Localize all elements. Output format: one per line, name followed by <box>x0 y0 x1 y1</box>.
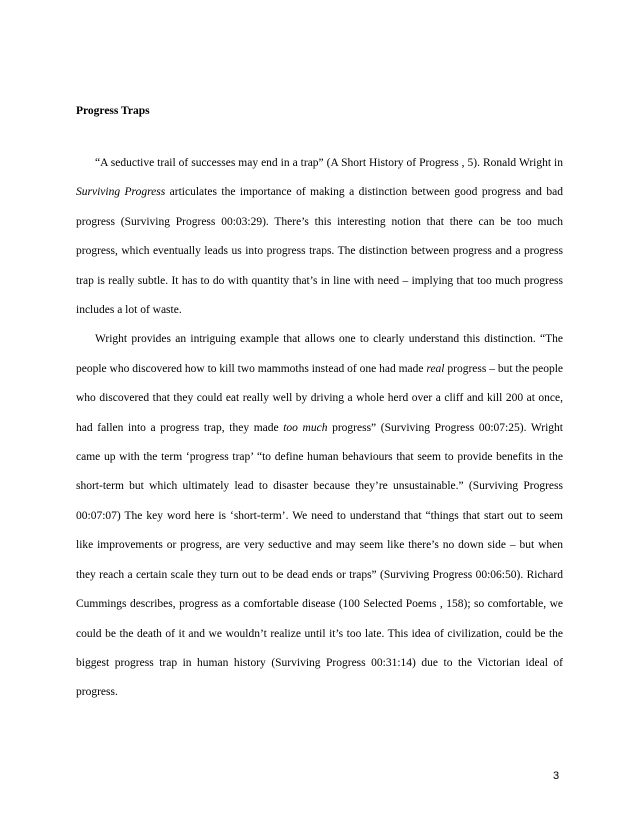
paragraph-1-text-2: articulates the importance of making a distinction between good progress and bad progress (Surviving Progress 00:03:29). There’s this interesting notion that there can be too much progress, which eventually leads us into progress traps. The distinction between progress and a progress trap is really subtle. It has to do with quantity that’s in line with need – implying that too much progress includes a lot of waste. <box>76 186 563 317</box>
body-text <box>76 149 563 708</box>
paragraph-2-italic-too-much: too much <box>283 421 328 434</box>
paragraph-2-text-3: progress” (Surviving Progress 00:07:25). Wright came up with the term ‘progress trap’ “to define human behaviours that seem to provide benefits in the short-term but which ultimately lead to disaster because they’re unsustainable.” (Surviving Progress 00:07:07) The key word here is ‘short-term’. We need to understand that “things that start out to seem like improvements or progress, are very seductive and may seem like there’s no down side – but when they reach a certain scale they turn out to be dead ends or traps” (Surviving Progress 00:06:50). Richard Cummings describes, progress as a comfortable disease (100 Selected Poems , 158); so comfortable, we could be the death of it and we wouldn’t realize until it’s too late. This idea of civilization, could be the biggest progress trap in human history (Surviving Progress 00:31:14) due to the Victorian ideal of progress. <box>76 421 563 699</box>
paragraph-2-italic-real: real <box>426 362 445 375</box>
paragraph-2-text-2: progress – but the people who discovered that they could eat really well by driving a whole herd over a cliff and kill 200 at once, had fallen into a progress trap, they made <box>76 362 563 434</box>
paragraph-2-text-1: Wright provides an intriguing example that allows one to clearly understand this distinction. “The people who discovered how to kill two mammoths instead of one had made <box>76 333 563 375</box>
page-number: 3 <box>553 770 560 782</box>
paragraph-1-italic-title: Surviving Progress <box>76 186 166 199</box>
paragraph-2 <box>76 325 563 707</box>
section-heading: Progress Traps <box>76 105 150 117</box>
paragraph-1-text-1: “A seductive trail of successes may end in a trap” (A Short History of Progress , 5). Ronald Wright in <box>95 157 563 169</box>
paragraph-1 <box>76 149 563 325</box>
